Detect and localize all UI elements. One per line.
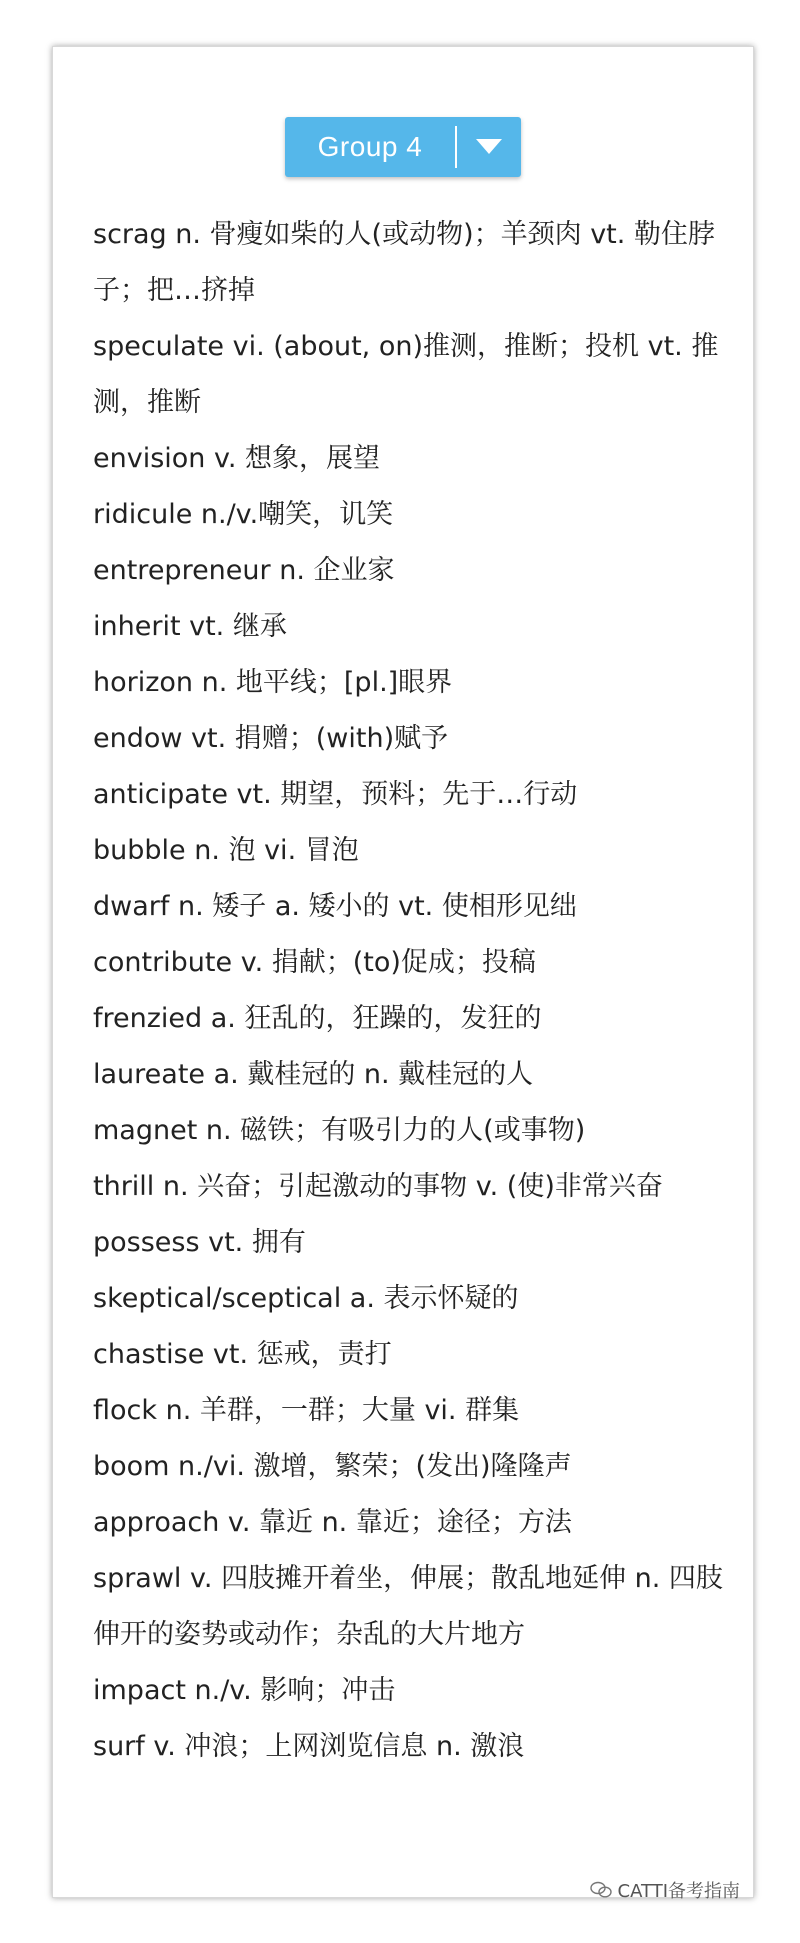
list-item: impact n./v. 影响；冲击 xyxy=(93,1675,396,1706)
list-item: anticipate vt. 期望，预料；先于…行动 xyxy=(93,779,578,810)
list-item: inherit vt. 继承 xyxy=(93,611,287,642)
list-item: contribute v. 捐献；(to)促成；投稿 xyxy=(93,947,536,978)
list-item: skeptical/sceptical a. 表示怀疑的 xyxy=(93,1283,519,1314)
list-item: endow vt. 捐赠；(with)赋予 xyxy=(93,723,449,754)
list-item: thrill n. 兴奋；引起激动的事物 v. (使)非常兴奋 xyxy=(93,1171,663,1202)
list-item: entrepreneur n. 企业家 xyxy=(93,555,395,586)
group-label: Group 4 xyxy=(317,131,423,162)
word-list xyxy=(93,207,723,1775)
list-item: envision v. 想象，展望 xyxy=(93,443,381,474)
list-item: speculate vi. (about, on)推测，推断；投机 vt. 推测，推断 xyxy=(93,331,719,418)
list-item: magnet n. 磁铁；有吸引力的人(或事物) xyxy=(93,1115,586,1146)
vocabulary-card xyxy=(52,46,754,1898)
list-item: bubble n. 泡 vi. 冒泡 xyxy=(93,835,359,866)
list-item: surf v. 冲浪；上网浏览信息 n. 激浪 xyxy=(93,1731,525,1762)
list-item: ridicule n./v.嘲笑，讥笑 xyxy=(93,499,394,530)
list-item: possess vt. 拥有 xyxy=(93,1227,306,1258)
list-item: flock n. 羊群，一群；大量 vi. 群集 xyxy=(93,1395,520,1426)
wechat-icon xyxy=(590,1881,612,1899)
list-item: frenzied a. 狂乱的，狂躁的，发狂的 xyxy=(93,1003,542,1034)
list-item: scrag n. 骨瘦如柴的人(或动物)；羊颈肉 vt. 勒住脖子；把…挤掉 xyxy=(93,219,715,306)
list-item: horizon n. 地平线；[pl.]眼界 xyxy=(93,667,453,698)
list-item: chastise vt. 惩戒，责打 xyxy=(93,1339,392,1370)
list-item: laureate a. 戴桂冠的 n. 戴桂冠的人 xyxy=(93,1059,534,1090)
list-item: dwarf n. 矮子 a. 矮小的 vt. 使相形见绌 xyxy=(93,891,577,922)
list-item: boom n./vi. 激增，繁荣；(发出)隆隆声 xyxy=(93,1451,572,1482)
watermark-text: CATTI备考指南 xyxy=(617,1881,740,1902)
list-item: sprawl v. 四肢摊开着坐，伸展；散乱地延伸 n. 四肢伸开的姿势或动作；杂乱的大片地方 xyxy=(93,1563,723,1650)
list-item: approach v. 靠近 n. 靠近；途径；方法 xyxy=(93,1507,572,1538)
group-dropdown-button[interactable] xyxy=(285,117,521,177)
caret-down-icon[interactable] xyxy=(457,139,521,155)
watermark xyxy=(590,1877,740,1903)
